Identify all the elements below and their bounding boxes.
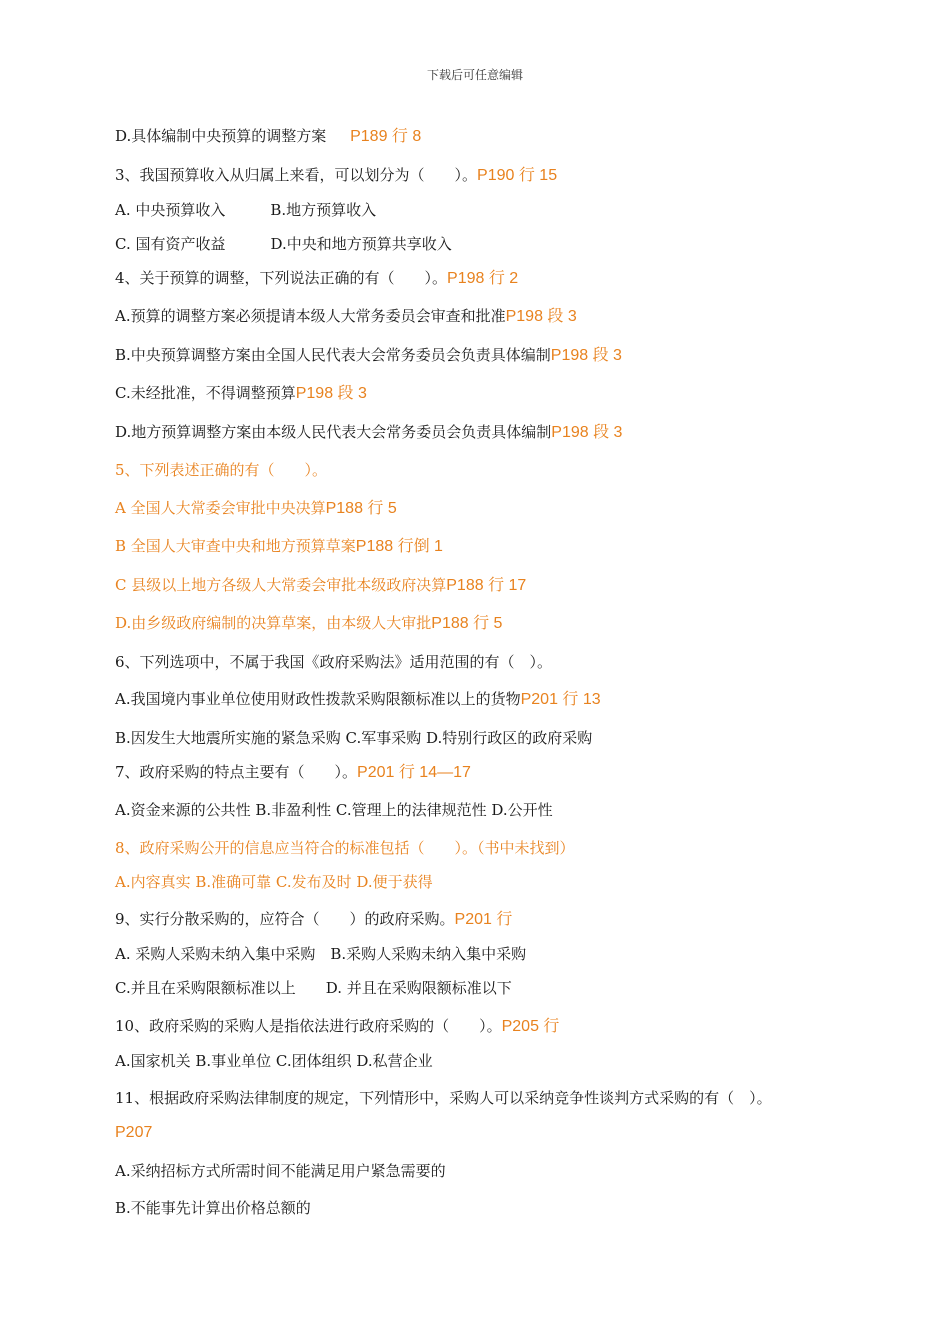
option-line: A.采纳招标方式所需时间不能满足用户紧急需要的	[115, 1161, 446, 1180]
option-line: B.不能事先计算出价格总额的	[115, 1199, 311, 1217]
option-line: B.中央预算调整方案由全国人民代表大会常务委员会负责具体编制P198 段 3	[115, 345, 622, 364]
page-reference: P198 行 2	[447, 269, 519, 287]
option-line: D.由乡级政府编制的决算草案，由本级人大审批P188 行 5	[115, 614, 503, 632]
option-line: C.并且在采购限额标准以上 D. 并且在采购限额标准以下	[115, 979, 512, 997]
option-line: A 全国人大常委会审批中央决算P188 行 5	[115, 498, 397, 517]
page-reference: P201 行 14—17	[357, 763, 471, 781]
question-line: 10、政府采购的采购人是指依法进行政府采购的（ ）。P205 行	[115, 1016, 560, 1035]
option-line: D.地方预算调整方案由本级人民代表大会常务委员会负责具体编制P198 段 3	[115, 422, 623, 441]
option-line: C.未经批准，不得调整预算P198 段 3	[115, 384, 367, 402]
question-line: 11、根据政府采购法律制度的规定，下列情形中，采购人可以采纳竞争性谈判方式采购的有（ ）。	[115, 1089, 772, 1107]
option-line: C. 国有资产收益 D.中央和地方预算共享收入	[115, 234, 452, 253]
option-line: B.因发生大地震所实施的紧急采购 C.军事采购 D.特别行政区的政府采购	[115, 728, 593, 747]
question-line: 6、下列选项中，不属于我国《政府采购法》适用范围的有（ ）。	[115, 652, 553, 671]
text-line: D.具体编制中央预算的调整方案 P189 行 8	[115, 127, 422, 145]
option-line: A.资金来源的公共性 B.非盈利性 C.管理上的法律规范性 D.公开性	[115, 801, 553, 819]
document-body	[115, 124, 875, 1234]
option-line: A. 中央预算收入 B.地方预算收入	[115, 200, 377, 219]
question-line: 3、我国预算收入从归属上来看，可以划分为（ ）。P190 行 15	[115, 165, 558, 184]
option-line: A. 采购人采购未纳入集中采购 B.采购人采购未纳入集中采购	[115, 945, 527, 963]
page-reference: P188 行倒 1	[355, 538, 443, 555]
question-line: 9、实行分散采购的，应符合（ ）的政府采购。P201 行	[115, 910, 513, 928]
option-line: A.我国境内事业单位使用财政性拨款采购限额标准以上的货物P201 行 13	[115, 690, 601, 708]
page-reference: P198 段 3	[505, 308, 577, 325]
question-line: 4、关于预算的调整，下列说法正确的有（ ）。P198 行 2	[115, 268, 519, 287]
option-line: B 全国人大审查中央和地方预算草案P188 行倒 1	[115, 537, 443, 555]
page-reference: P188 行 17	[446, 576, 527, 594]
page-reference: P198 段 3	[551, 423, 623, 441]
option-line: A.国家机关 B.事业单位 C.团体组织 D.私营企业	[115, 1051, 433, 1070]
question-line: 5、下列表述正确的有（ ）。	[115, 461, 328, 479]
page-reference: P207	[115, 1124, 153, 1141]
question-line: 7、政府采购的特点主要有（ ）。P201 行 14—17	[115, 762, 471, 781]
page-reference: P189 行 8	[350, 128, 422, 145]
page-header: 下载后可任意编辑	[426, 68, 523, 82]
option-line: C 县级以上地方各级人大常委会审批本级政府决算P188 行 17	[115, 575, 527, 594]
option-line: A.内容真实 B.准确可靠 C.发布及时 D.便于获得	[115, 872, 433, 891]
page-reference: P201 行	[454, 911, 513, 928]
question-line: 8、政府采购公开的信息应当符合的标准包括（ ）。（书中未找到）	[115, 838, 575, 857]
page-reference: P205 行	[501, 1017, 560, 1035]
page-reference: P201 行 13	[520, 691, 601, 708]
page-reference: P190 行 15	[477, 166, 558, 184]
option-line: A.预算的调整方案必须提请本级人大常务委员会审查和批准P198 段 3	[115, 307, 577, 325]
page-reference: P188 行 5	[431, 615, 503, 632]
page-reference: P188 行 5	[325, 499, 397, 517]
question-line	[115, 1120, 875, 1145]
page-reference: P198 段 3	[550, 346, 622, 364]
page-reference: P198 段 3	[295, 385, 367, 402]
